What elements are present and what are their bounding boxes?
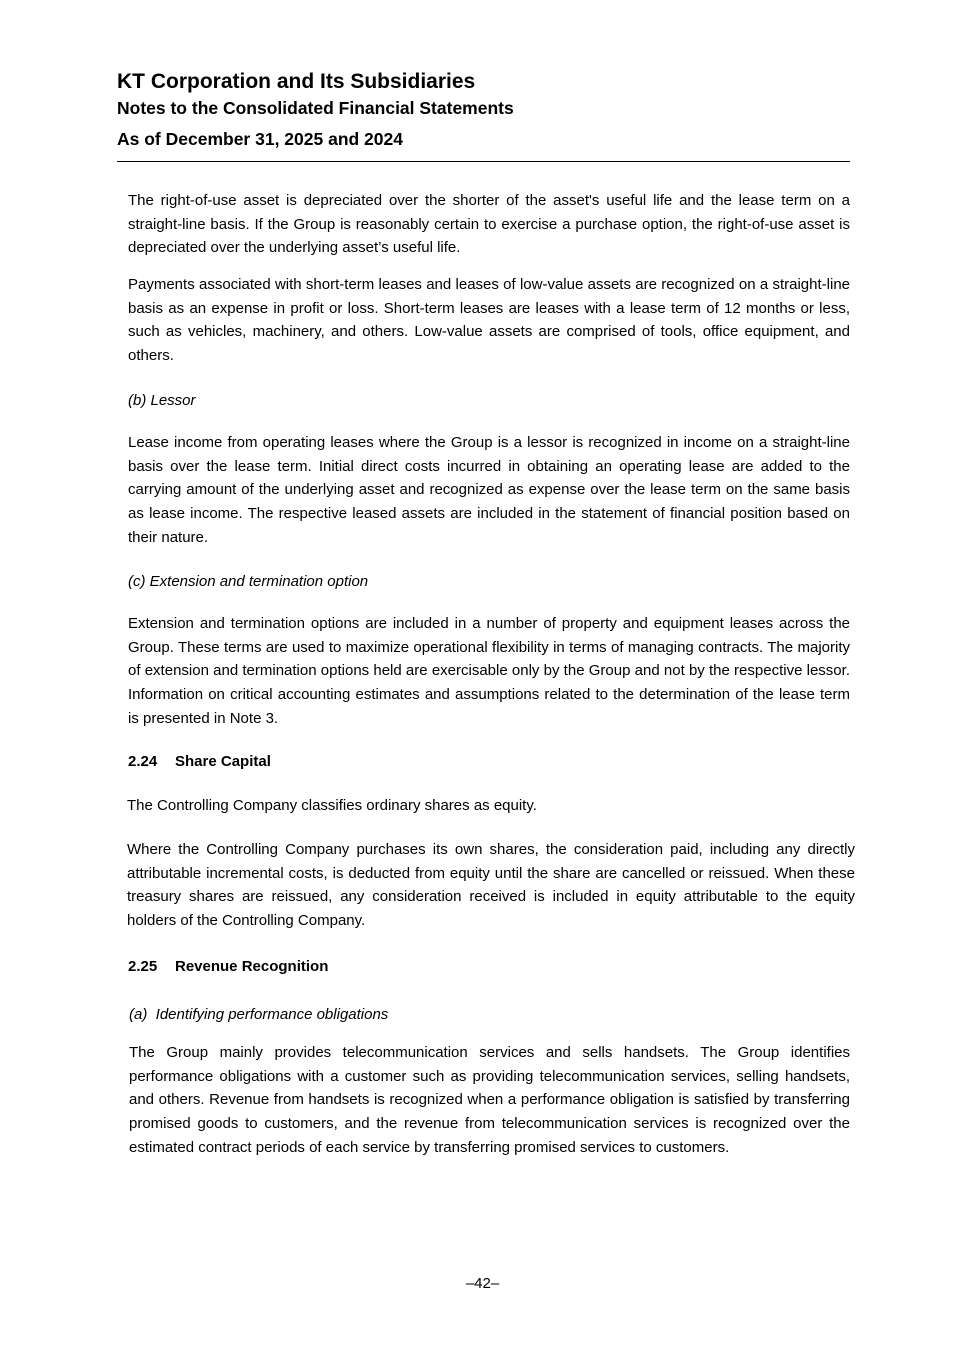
section-heading-revenue-recognition [128, 955, 850, 979]
paragraph-extension-termination: Extension and termination options are included in a number of property and equipment leases across the Group. These terms are used to maximize operational flexibility in terms of managing contracts. The majority of extension and termination options held are exercisable only by the Group and not by the respective lessor. Information on critical accounting estimates and assumptions related to the determination of the lease term is presented in Note 3. [128, 615, 850, 727]
section-heading-share-capital [128, 750, 850, 774]
paragraph-short-term-leases: Payments associated with short-term leases and leases of low-value assets are recognized on a straight-line basis as an expense in profit or loss. Short-term leases are leases with a lease term of 12 months or less, such as vehicles, machinery, and others. Low-value assets are comprised of tools, office equipment, and others. [128, 276, 850, 365]
section-title: Share Capital [175, 753, 271, 770]
subheading-lessor: (b) Lessor [128, 392, 196, 409]
company-title: KT Corporation and Its Subsidiaries [117, 70, 476, 93]
section-number: 2.24 [128, 753, 158, 770]
section-number: 2.25 [128, 958, 158, 975]
paragraph-share-capital-2: Where the Controlling Company purchases its own shares, the consideration paid, including any directly attributable incremental costs, is deducted from equity until the share are cancelled or reissued. When these treasury shares are reissued, any consideration received is included in equity attributable to the equity holders of the Controlling Company. [127, 841, 855, 930]
header-divider [117, 161, 850, 162]
document-subtitle: Notes to the Consolidated Financial Statements [117, 98, 514, 118]
page-header [117, 68, 850, 151]
statement-date: As of December 31, 2025 and 2024 [117, 129, 403, 149]
paragraph-lessor: Lease income from operating leases where the Group is a lessor is recognized in income on a straight-line basis over the lease term. Initial direct costs incurred in obtaining an operating lease are added to the carrying amount of the underlying asset and recognized as expense over the lease term on the same basis as lease income. The respective leased assets are included in the statement of financial position based on their nature. [128, 434, 850, 546]
paragraph-share-capital-1: The Controlling Company classifies ordinary shares as equity. [127, 797, 537, 814]
subheading-extension-termination: (c) Extension and termination option [128, 573, 369, 590]
subheading-performance-obligations: (a) Identifying performance obligations [129, 1006, 389, 1023]
page-number: –42– [465, 1275, 500, 1292]
paragraph-performance-obligations: The Group mainly provides telecommunication services and sells handsets. The Group identifies performance obligations with a customer such as providing telecommunication services, selling handsets, and others. Revenue from handsets is recognized when a performance obligation is satisfied by transferring promised goods to customers, and the revenue from telecommunication services is recognized over the estimated contract periods of each service by transferring promised services to customers. [129, 1044, 850, 1156]
paragraph-rou-depreciation: The right-of-use asset is depreciated over the shorter of the asset's useful life and the lease term on a straight-line basis. If the Group is reasonably certain to exercise a purchase option, the right-of-use asset is depreciated over the underlying asset’s useful life. [128, 192, 850, 257]
section-title: Revenue Recognition [175, 958, 329, 975]
